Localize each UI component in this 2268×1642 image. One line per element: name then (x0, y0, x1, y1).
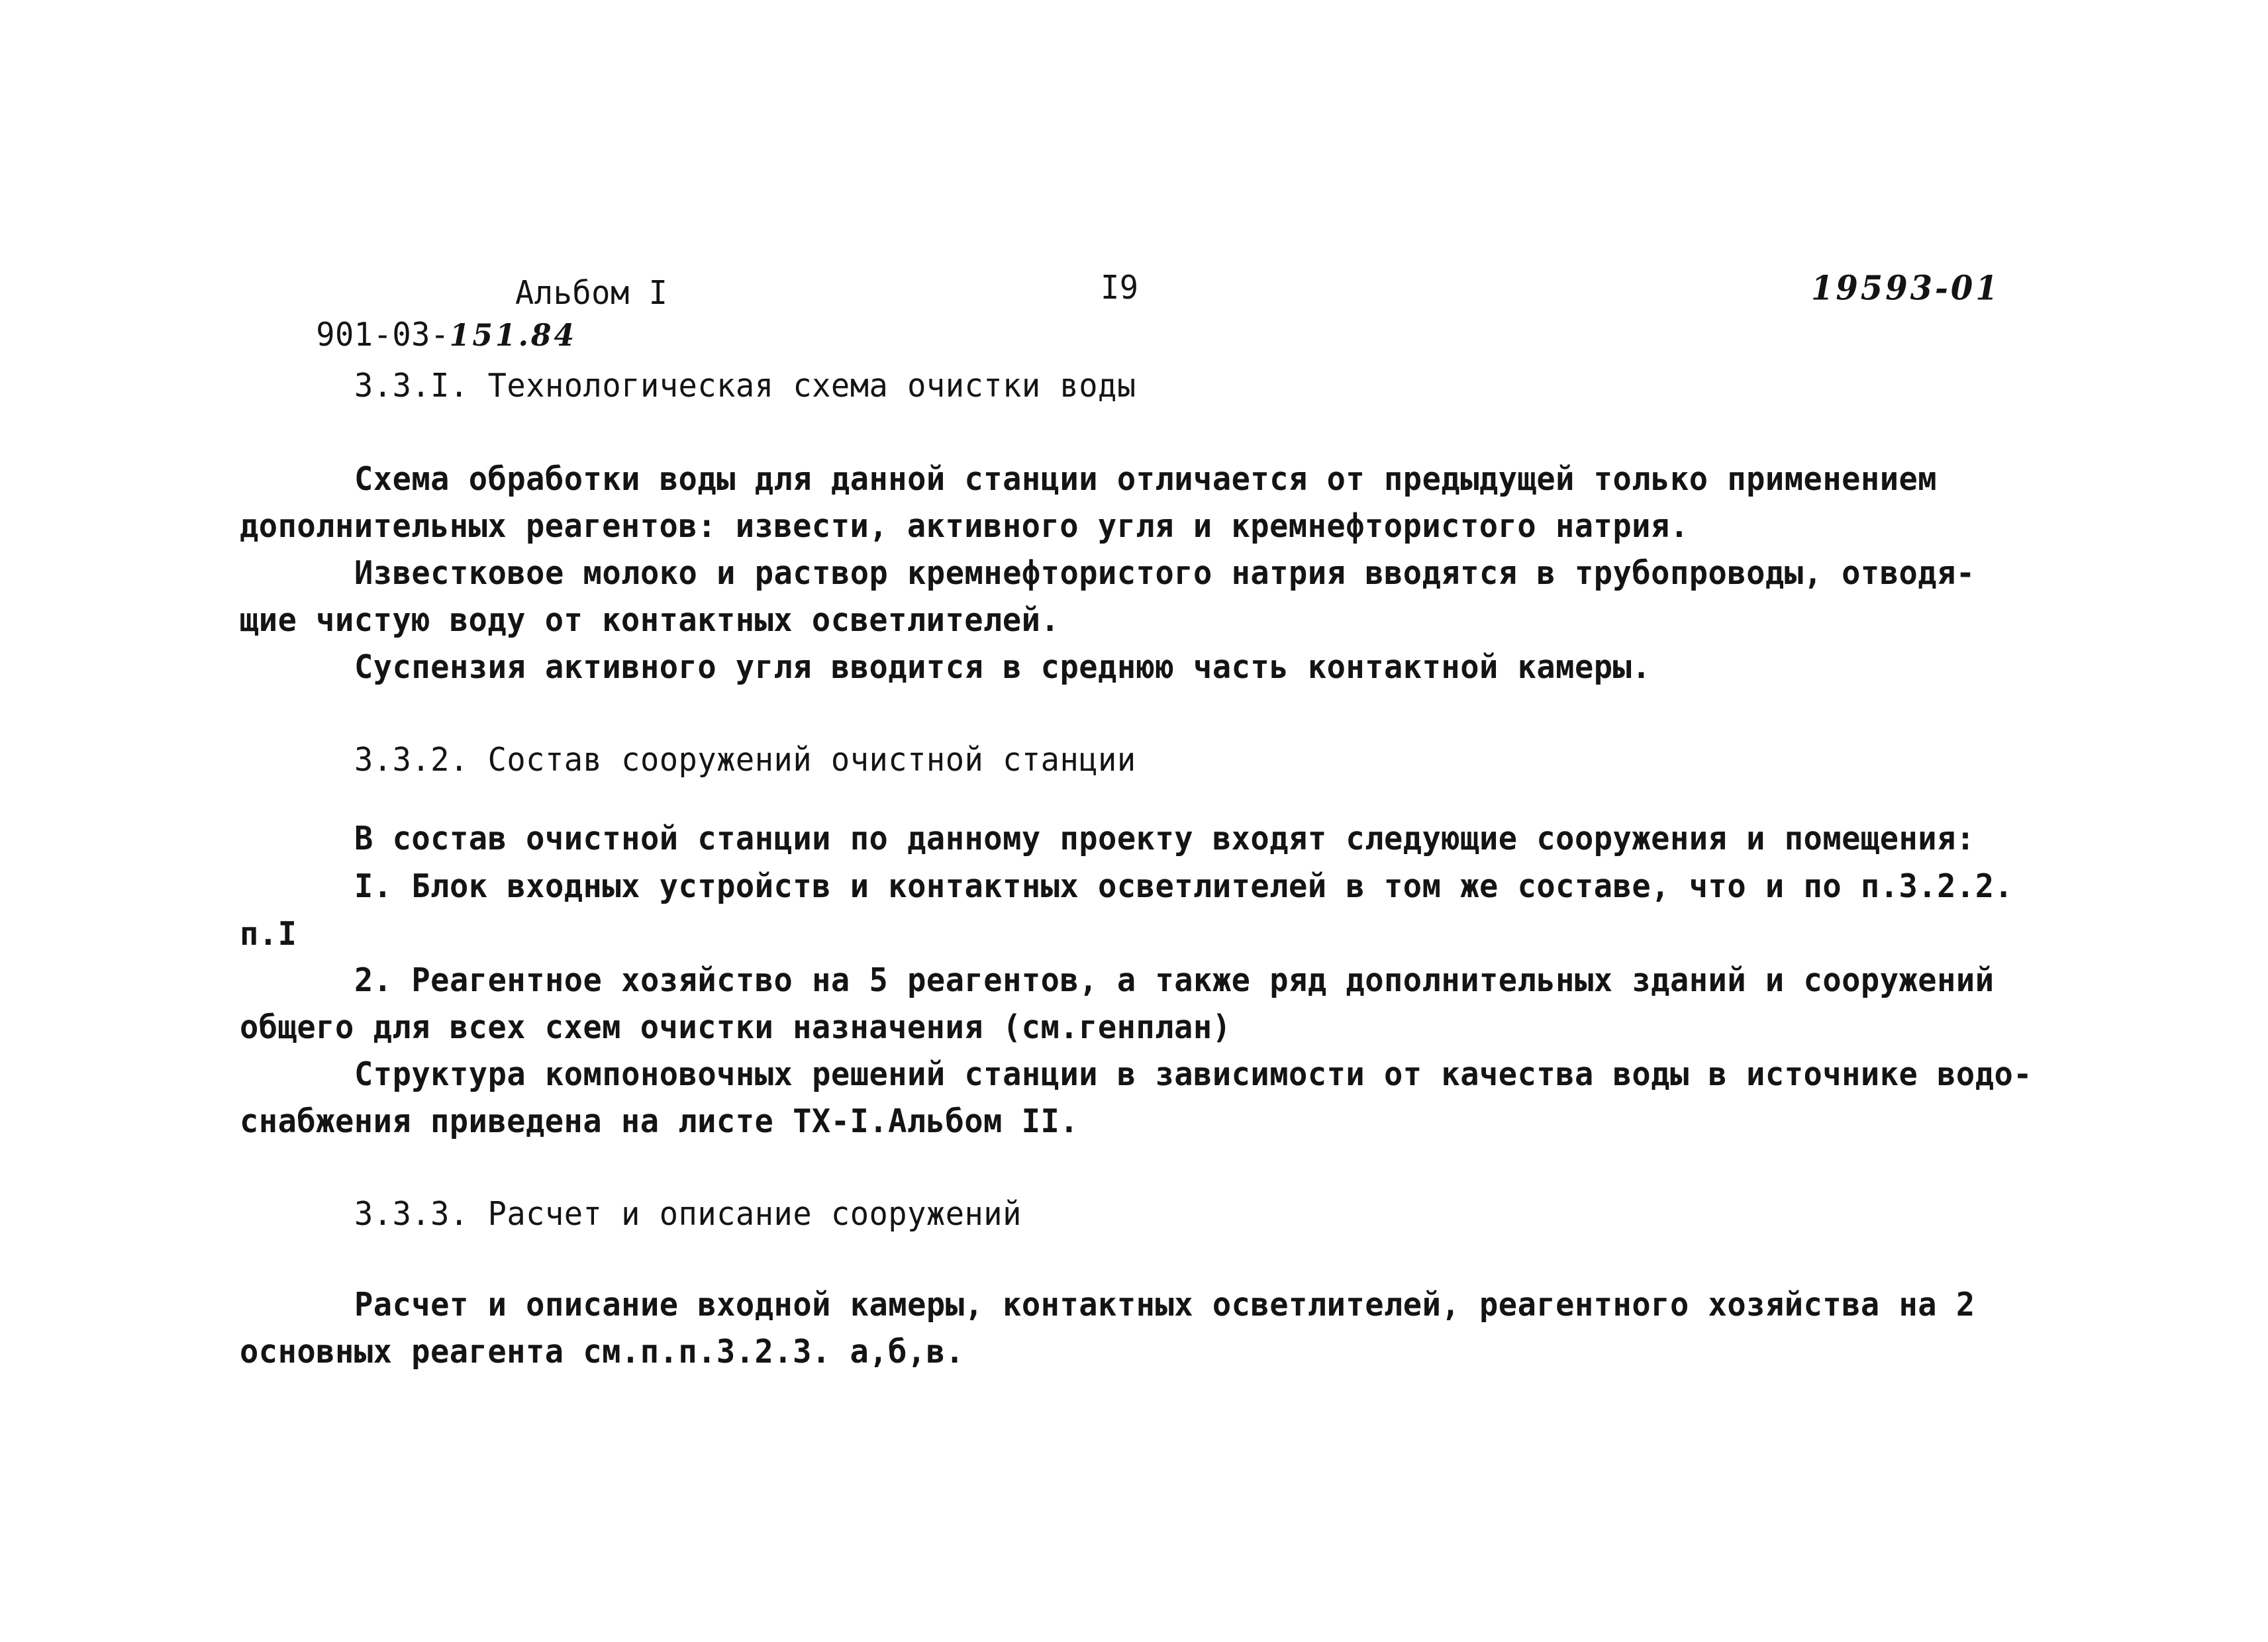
album-label: Альбом I (515, 274, 668, 313)
paragraph-line: общего для всех схем очистки назначения (см.генплан) (240, 1008, 1232, 1047)
paragraph-line: п.I (240, 915, 297, 953)
paragraph-line: снабжения приведена на листе ТХ-I.Альбом II. (240, 1102, 1079, 1141)
section-title: 3.3.2. Состав сооружений очистной станции (354, 741, 1136, 779)
section-title: 3.3.I. Технологическая схема очистки воды (354, 367, 1136, 405)
paragraph-line: 2. Реагентное хозяйство на 5 реагентов, а также ряд дополнительных зданий и сооружений (354, 961, 1995, 1000)
paragraph-line: Известковое молоко и раствор кремнефтористого натрия вводятся в трубопроводы, отводя- (354, 554, 1975, 593)
page-number: I9 (1101, 269, 1139, 307)
paragraph-line: Структура компоновочных решений станции в зависимости от качества воды в источнике водо- (354, 1055, 2033, 1094)
paragraph-line: щие чистую воду от контактных осветлителей. (240, 601, 1060, 640)
doc-code-handwritten: 151.84 (449, 318, 577, 354)
paragraph-line: Суспензия активного угля вводится в среднюю часть контактной камеры. (354, 648, 1652, 687)
stamp-number: 19593-01 (1811, 269, 2000, 308)
paragraph-line: дополнительных реагентов: извести, активного угля и кремнефтористого натрия. (240, 507, 1689, 546)
paragraph-line: В состав очистной станции по данному проекту входят следующие сооружения и помещения: (354, 820, 1975, 858)
paragraph-line: основных реагента см.п.п.3.2.3. а,б,в. (240, 1333, 965, 1371)
doc-code-typed: 901-03- (316, 316, 450, 354)
section-title: 3.3.3. Расчет и описание сооружений (354, 1195, 1022, 1233)
paragraph-line: Расчет и описание входной камеры, контактных осветлителей, реагентного хозяйства на 2 (354, 1286, 1975, 1324)
paragraph-line: Схема обработки воды для данной станции отличается от предыдущей только применением (354, 460, 1938, 499)
paragraph-line: I. Блок входных устройств и контактных осветлителей в том же составе, что и по п.3.2.2. (354, 867, 2014, 906)
